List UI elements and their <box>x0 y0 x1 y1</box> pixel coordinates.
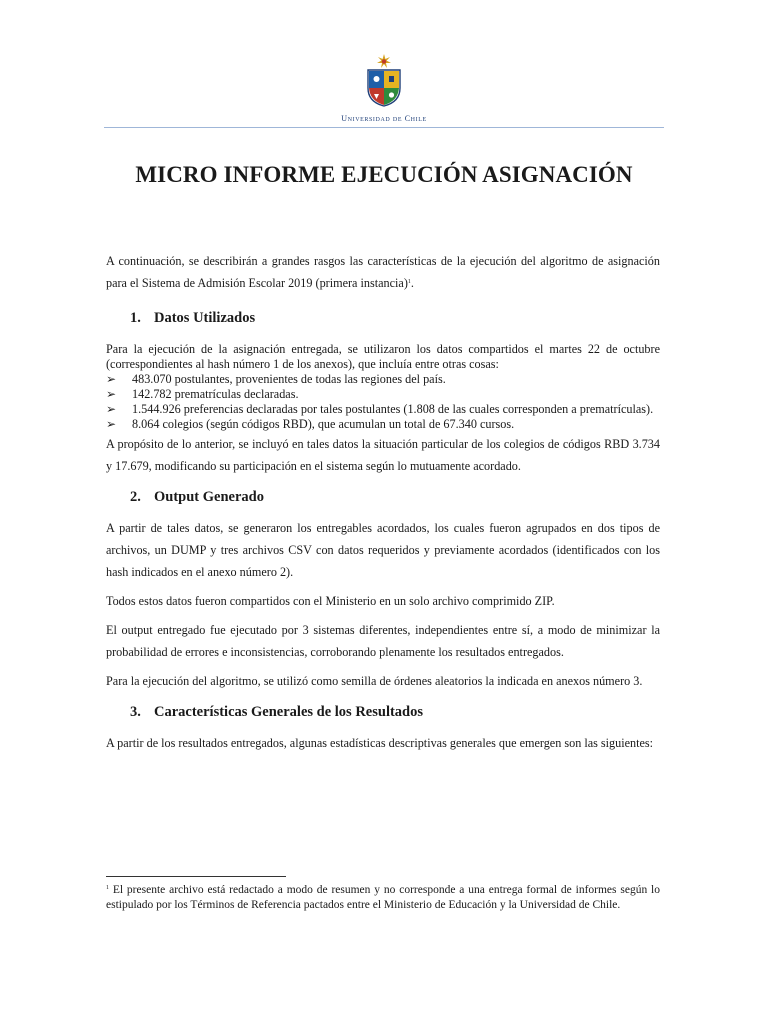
document-body <box>106 250 660 754</box>
section-title: Output Generado <box>154 489 264 505</box>
section-title: Características Generales de los Resultados <box>154 704 424 720</box>
section2-paragraph-2: Todos estos datos fueron compartidos con el Ministerio en un solo archivo comprimido ZIP. <box>106 594 555 608</box>
university-name: Universidad de Chile <box>341 114 427 123</box>
section-heading-datos-utilizados <box>106 307 660 329</box>
footnote-text: El presente archivo está redactado a modo de resumen y no corresponde a una entrega formal de informes según lo estipulado por los Términos de Referencia pactados entre el Ministerio de Educación y la Universidad de Chile. <box>106 884 660 911</box>
section-title: Datos Utilizados <box>154 310 256 326</box>
list-item: ➢ 1.544.926 preferencias declaradas por tales postulantes (1.808 de las cuales corresponden a prematrículas). <box>106 402 654 416</box>
document-header <box>0 52 768 123</box>
arrow-bullet-icon: ➢ <box>106 417 117 431</box>
section-heading-output-generado <box>106 486 660 508</box>
list-item: ➢ 142.782 prematrículas declaradas. <box>106 387 299 401</box>
section2-paragraph-3: El output entregado fue ejecutado por 3 sistemas diferentes, independientes entre sí, a modo de minimizar la probabilidad de errores e inconsistencias, corroborando plenamente los resultados entregados. <box>106 623 660 659</box>
section-heading-caracteristicas <box>106 701 660 723</box>
footnote <box>106 883 660 913</box>
data-bullet-list <box>106 372 660 432</box>
section-number: 3. <box>130 704 141 720</box>
footnote-reference: 1 <box>407 279 411 285</box>
footnote-marker: 1 <box>106 885 109 891</box>
section2-paragraph-4: Para la ejecución del algoritmo, se utilizó como semilla de órdenes aleatorios la indicada en anexos número 3. <box>106 674 643 688</box>
section1-paragraph-1: Para la ejecución de la asignación entregada, se utilizaron los datos compartidos el martes 22 de octubre (correspondientes al hash número 1 de los anexos), que incluía entre otras cosas: <box>106 342 660 371</box>
document-title: MICRO INFORME EJECUCIÓN ASIGNACIÓN <box>135 162 633 187</box>
arrow-bullet-icon: ➢ <box>106 387 117 401</box>
intro-paragraph: A continuación, se describirán a grandes rasgos las características de la ejecución del algoritmo de asignación para el Sistema de Admisión Escolar 2019 (primera instancia)$^1$. <box>106 254 660 290</box>
header-divider <box>104 127 664 128</box>
section2-paragraph-1: A partir de tales datos, se generaron los entregables acordados, los cuales fueron agrupados en dos tipos de archivos, un DUMP y tres archivos CSV con datos requeridos y previamente acordados (identificados con los hash indicados en el anexo número 2). <box>106 521 660 579</box>
university-crest-icon <box>362 52 406 108</box>
section-number: 1. <box>130 310 141 326</box>
list-item: ➢ 483.070 postulantes, provenientes de todas las regiones del país. <box>106 372 446 386</box>
footnote-divider <box>106 876 286 877</box>
arrow-bullet-icon: ➢ <box>106 402 117 416</box>
list-item: ➢ 8.064 colegios (según códigos RBD), que acumulan un total de 67.340 cursos. <box>106 417 515 431</box>
arrow-bullet-icon: ➢ <box>106 372 117 386</box>
section-number: 2. <box>130 489 141 505</box>
intro-text: A continuación, se describirán a grandes rasgos las características de la ejecución del algoritmo de asignación para el Sistema de Admisión Escolar 2019 (primera instancia) <box>106 254 660 290</box>
section1-paragraph-2: A propósito de lo anterior, se incluyó en tales datos la situación particular de los colegios de códigos RBD 3.734 y 17.679, modificando su participación en el sistema según lo mutuamente acordado. <box>106 437 660 473</box>
section3-paragraph-1: A partir de los resultados entregados, algunas estadísticas descriptivas generales que emergen son las siguientes: <box>106 736 654 750</box>
